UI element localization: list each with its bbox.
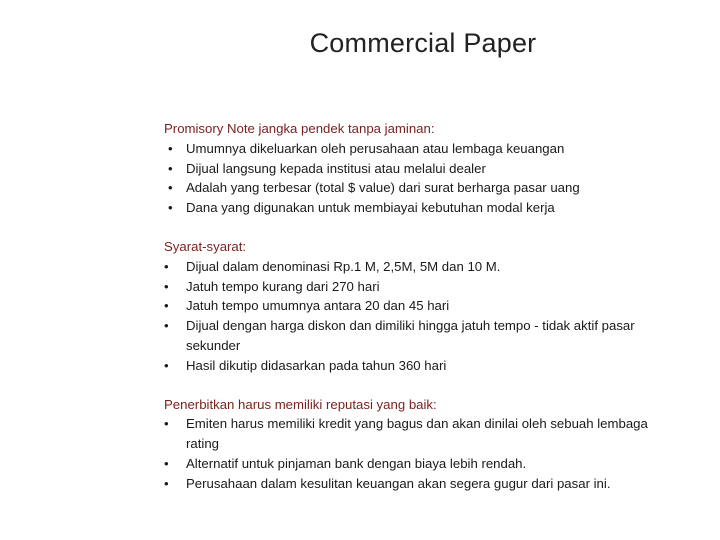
list-item: • Adalah yang terbesar (total $ value) dari surat berharga pasar uang <box>164 178 664 198</box>
slide-title: Commercial Paper <box>309 28 537 58</box>
list-item: • Umumnya dikeluarkan oleh perusahaan atau lembaga keuangan <box>164 139 664 159</box>
bullet-icon: • <box>164 278 169 294</box>
slide-body <box>164 119 664 513</box>
bullet-list <box>164 139 664 218</box>
section-heading: Promisory Note jangka pendek tanpa jaminan: <box>164 121 435 136</box>
bullet-icon: • <box>164 298 169 314</box>
list-item: • Perusahaan dalam kesulitan keuangan akan segera gugur dari pasar ini. <box>164 474 664 494</box>
bullet-icon: • <box>168 200 173 216</box>
bullet-icon: • <box>164 475 169 491</box>
bullet-icon: • <box>164 258 169 274</box>
bullet-icon: • <box>164 455 169 471</box>
bullet-icon: • <box>168 160 173 176</box>
section-requirements <box>164 237 664 376</box>
list-item: • Jatuh tempo umumnya antara 20 dan 45 hari <box>164 296 664 316</box>
list-item: • Jatuh tempo kurang dari 270 hari <box>164 277 664 297</box>
list-item: • Emiten harus memiliki kredit yang bagus dan akan dinilai oleh sebuah lembaga rating <box>164 416 648 452</box>
bullet-list <box>164 414 664 493</box>
list-item: • Dijual dalam denominasi Rp.1 M, 2,5M, 5M dan 10 M. <box>164 257 664 277</box>
list-item: • Dijual langsung kepada institusi atau melalui dealer <box>164 159 664 179</box>
list-item: • Alternatif untuk pinjaman bank dengan biaya lebih rendah. <box>164 454 664 474</box>
list-item: • Dana yang digunakan untuk membiayai kebutuhan modal kerja <box>164 198 664 218</box>
section-issuer-reputation <box>164 395 664 494</box>
bullet-icon: • <box>168 140 173 156</box>
bullet-icon: • <box>168 180 173 196</box>
section-promissory-note <box>164 119 664 218</box>
bullet-list <box>164 257 664 376</box>
list-item: • Hasil dikutip didasarkan pada tahun 360 hari <box>164 356 664 376</box>
bullet-icon: • <box>164 318 169 334</box>
bullet-icon: • <box>164 416 169 432</box>
section-heading: Penerbitkan harus memiliki reputasi yang baik: <box>164 396 437 412</box>
list-item: • Dijual dengan harga diskon dan dimiliki hingga jatuh tempo - tidak aktif pasar sekunder <box>164 318 635 353</box>
section-heading: Syarat-syarat: <box>164 238 247 254</box>
bullet-icon: • <box>164 357 169 373</box>
